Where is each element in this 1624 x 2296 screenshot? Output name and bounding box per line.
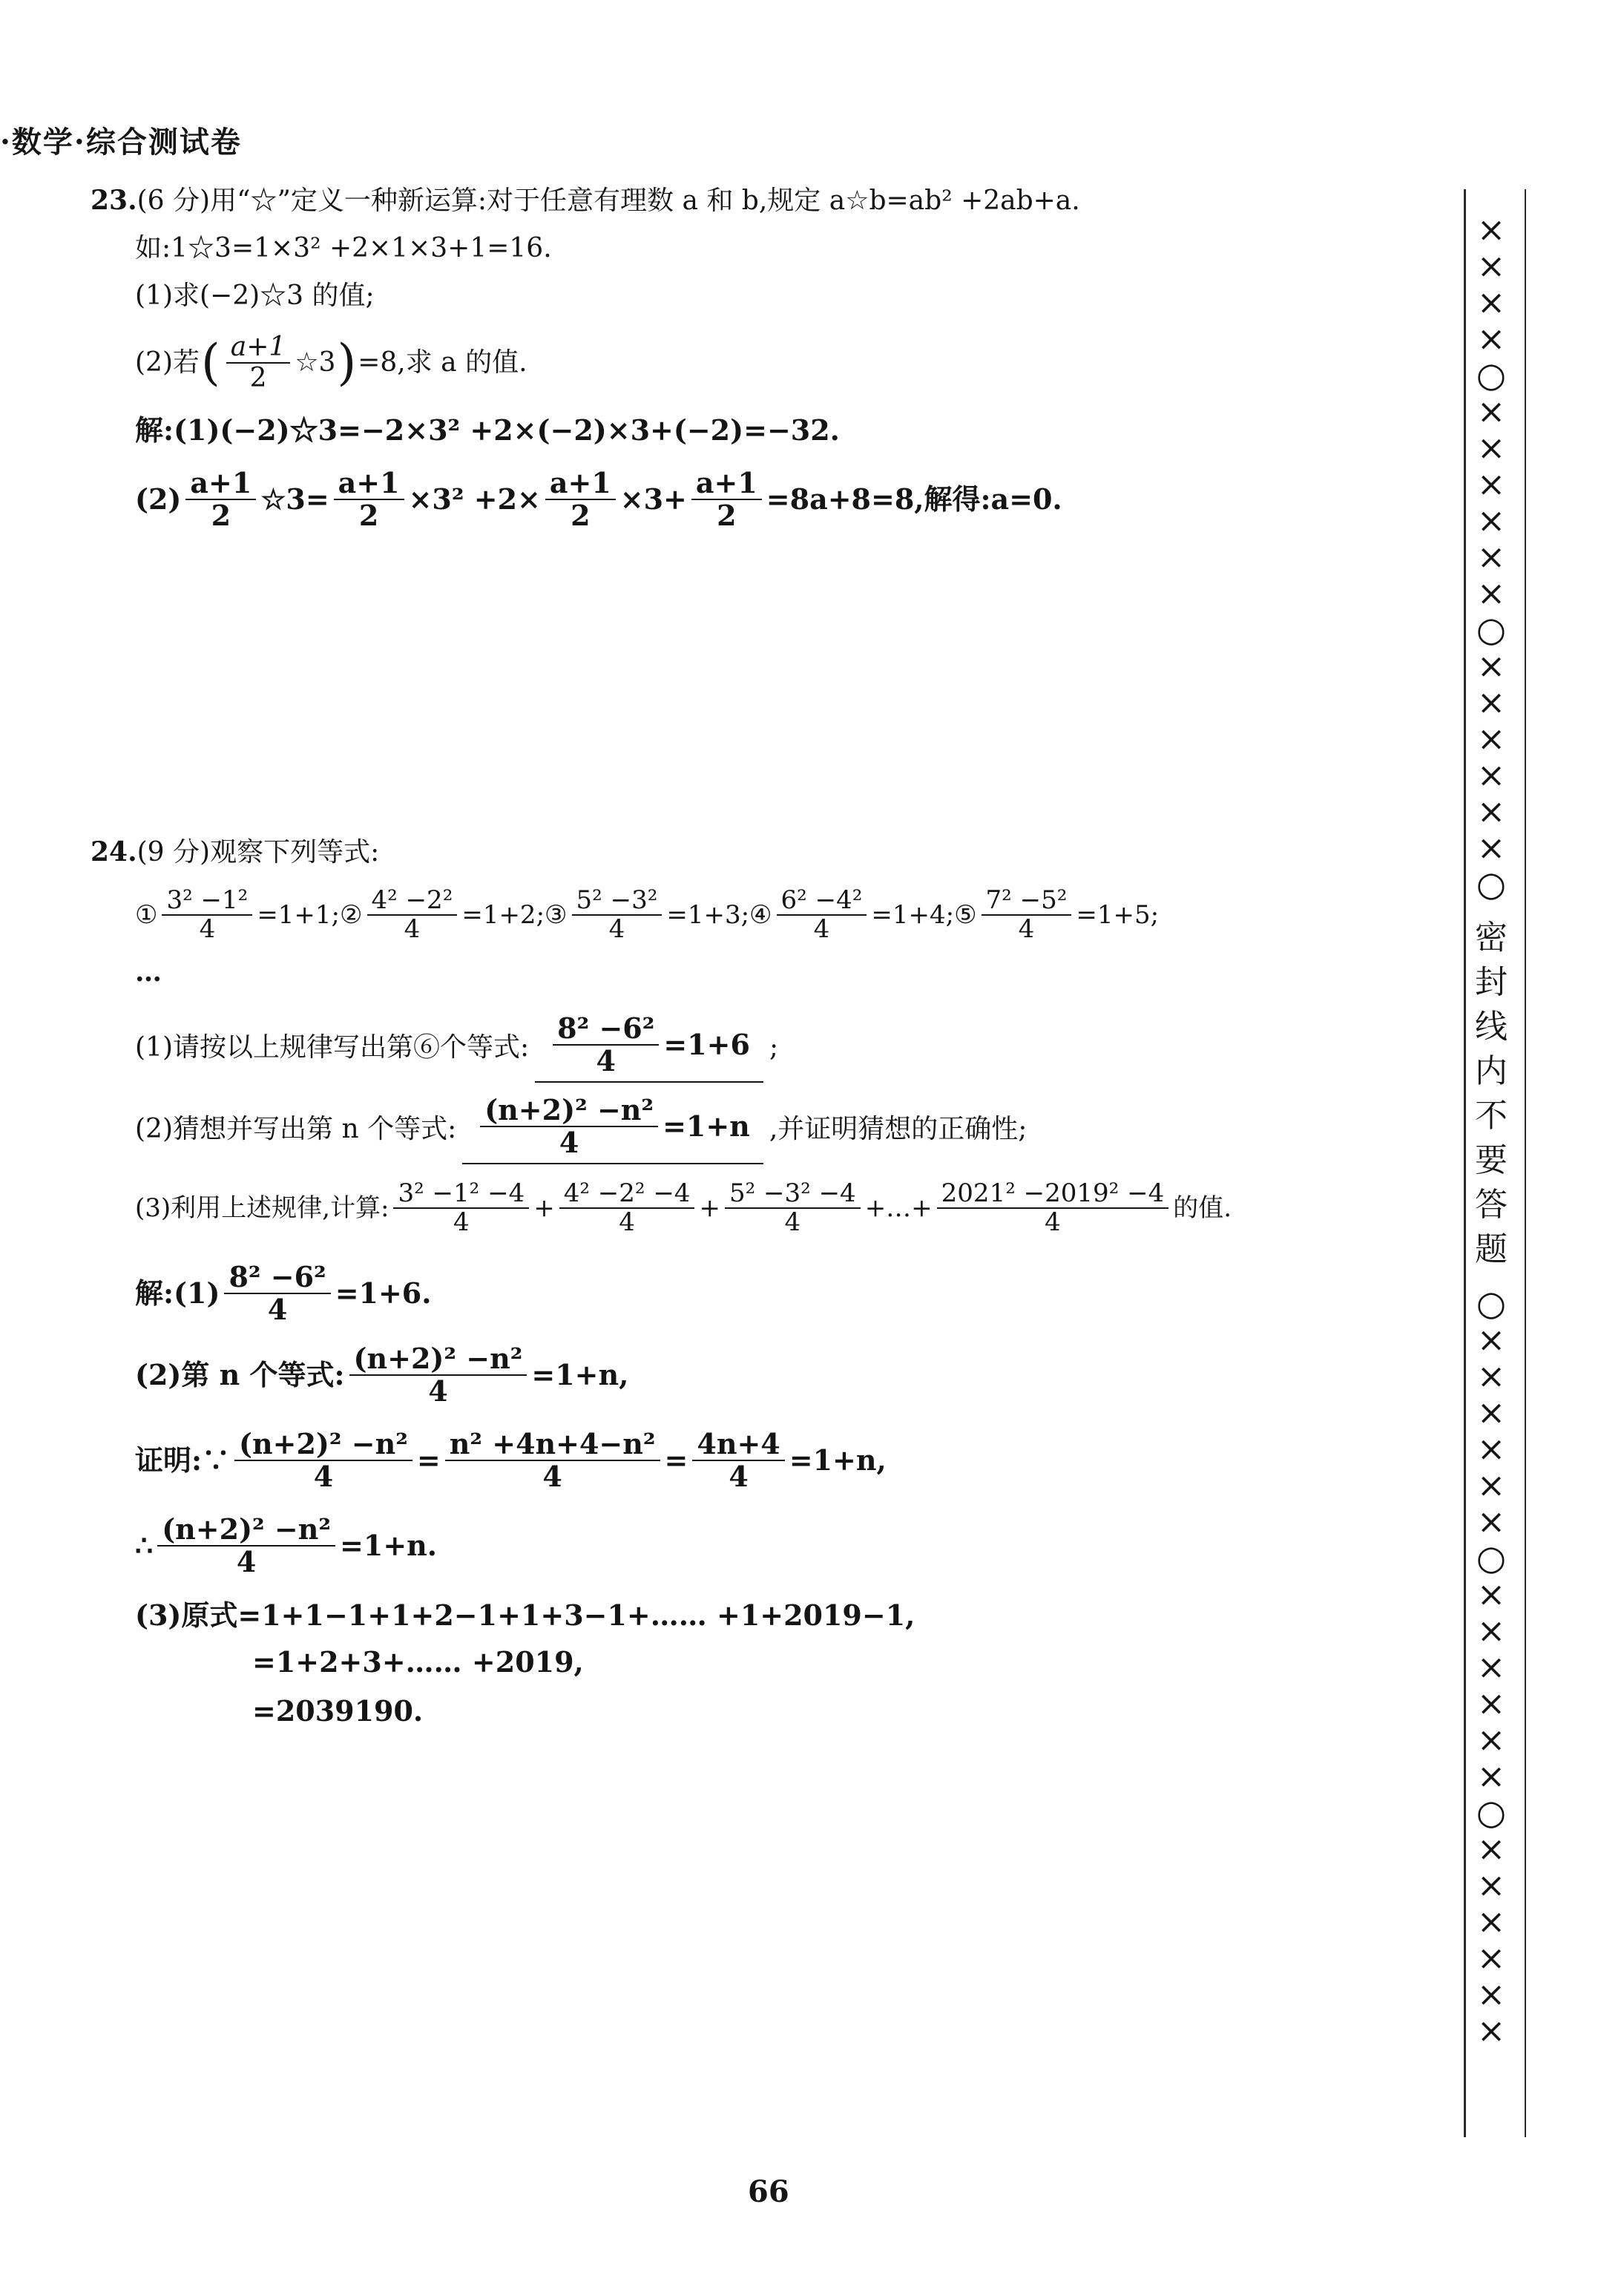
fraction-denominator: 4 <box>267 1292 288 1326</box>
q23-solution2 <box>135 468 1062 531</box>
fraction-numerator: 2021² −2019² −4 <box>937 1180 1169 1209</box>
fraction-numerator: 5² −3² −4 <box>725 1180 861 1209</box>
q24-number: 24. <box>91 836 137 867</box>
part1-rhs: =1+6 <box>663 1027 750 1061</box>
fraction-numerator: 6² −4² <box>777 887 867 916</box>
fraction <box>480 1095 658 1158</box>
fraction <box>725 1180 861 1237</box>
fraction <box>692 1429 784 1492</box>
eq-rhs: =1+5; <box>1076 899 1160 930</box>
q23-part2-post: =8,求 a 的值. <box>358 347 527 378</box>
fraction-denominator: 4 <box>729 1459 749 1493</box>
fraction <box>445 1429 660 1492</box>
fraction <box>157 1514 335 1578</box>
sol2-part-a: ☆3= <box>260 482 329 516</box>
plus-ellipsis: +…+ <box>864 1193 933 1223</box>
eq-mark: ② <box>340 899 363 930</box>
part2-text: (2)猜想并写出第 n 个等式: <box>135 1114 457 1145</box>
q23-part2 <box>135 332 527 393</box>
fraction-denominator: 4 <box>542 1459 562 1493</box>
proof-label: 证明:∵ <box>135 1443 231 1477</box>
fraction <box>553 1013 659 1077</box>
fraction-denominator: 4 <box>1018 914 1035 945</box>
seal-marks-top: ××××○××××××○××××××○ <box>1476 209 1507 904</box>
therefore-symbol: ∴ <box>135 1528 154 1562</box>
fraction-denominator: 4 <box>199 914 216 945</box>
sol2-label: (2)第 n 个等式: <box>135 1357 345 1391</box>
fraction <box>559 1180 695 1237</box>
q24-solution1 <box>135 1262 431 1325</box>
proof-rhs: =1+n, <box>789 1443 887 1477</box>
fraction <box>185 468 256 531</box>
sol2-rhs: =1+n, <box>531 1357 629 1391</box>
q24-part2 <box>135 1095 1027 1164</box>
part2-end: ,并证明猜想的正确性; <box>769 1114 1028 1145</box>
fraction <box>226 332 291 393</box>
q24-solution2 <box>135 1343 628 1407</box>
fraction-numerator: (n+2)² −n² <box>349 1343 527 1376</box>
eq-rhs: =1+3; <box>666 899 750 930</box>
q23-stem: (6 分)用“☆”定义一种新运算:对于任意有理数 a 和 b,规定 a☆b=ab² +2ab+a. <box>137 186 1080 216</box>
sol2-label: (2) <box>135 482 182 516</box>
q24-part1 <box>135 1013 778 1083</box>
page-number: 66 <box>748 2174 789 2209</box>
fraction <box>367 887 458 944</box>
fraction-numerator: (n+2)² −n² <box>234 1429 412 1461</box>
sol2-part-c: ×3+ <box>619 482 687 516</box>
fraction-numerator: 7² −5² <box>982 887 1072 916</box>
eq-mark: ③ <box>545 899 568 930</box>
eq-rhs: =1+1; <box>257 899 341 930</box>
eq-rhs: =1+2; <box>461 899 545 930</box>
fraction-numerator: 3² −1² −4 <box>393 1180 529 1209</box>
fraction <box>982 887 1072 944</box>
fraction <box>777 887 867 944</box>
q23-part2-star: ☆3 <box>295 347 336 378</box>
fraction-denominator: 4 <box>813 914 830 945</box>
fraction-denominator: 4 <box>428 1374 448 1408</box>
fraction-denominator: 4 <box>559 1125 579 1159</box>
fraction-denominator: 2 <box>211 498 231 532</box>
fraction-denominator: 4 <box>236 1544 257 1578</box>
q24-intro: (9 分)观察下列等式: <box>137 837 380 867</box>
fraction-numerator: a+1 <box>185 468 256 500</box>
fraction-numerator: a+1 <box>226 332 291 364</box>
q24-therefore <box>135 1514 437 1578</box>
fraction <box>234 1429 412 1492</box>
fraction-numerator: (n+2)² −n² <box>157 1514 335 1546</box>
equals-sign: = <box>416 1443 441 1477</box>
fraction-numerator: a+1 <box>545 468 616 500</box>
q23-part1: (1)求(−2)☆3 的值; <box>135 281 375 311</box>
q24-proof <box>135 1429 887 1492</box>
fraction-denominator: 4 <box>404 914 421 945</box>
fraction-denominator: 4 <box>596 1043 616 1078</box>
q23-line1 <box>91 186 1080 216</box>
fraction-numerator: 4n+4 <box>692 1429 784 1461</box>
seal-margin <box>1465 211 1517 2049</box>
part3-end: 的值. <box>1173 1193 1232 1223</box>
fraction <box>545 468 616 531</box>
q24-equations <box>135 887 1159 944</box>
fraction <box>224 1262 330 1325</box>
answer-blank-2 <box>462 1095 763 1164</box>
fraction-denominator: 4 <box>619 1207 635 1238</box>
fraction-numerator: a+1 <box>691 468 762 500</box>
q23-example: 如:1☆3=1×3² +2×1×3+1=16. <box>135 233 552 263</box>
seal-warning: 密封线内不要答题 <box>1475 919 1508 1268</box>
fraction-numerator: 8² −6² <box>553 1013 659 1046</box>
q24-solution3-line2: =1+2+3+…… +2019, <box>252 1645 584 1679</box>
fraction-denominator: 2 <box>571 498 591 532</box>
q24-solution3-line1: (3)原式=1+1−1+1+2−1+1+3−1+…… +1+2019−1, <box>135 1598 915 1632</box>
q23-part2-pre: (2)若 <box>135 347 200 378</box>
page-header: ·数学·综合测试卷 <box>0 125 242 160</box>
fraction-denominator: 4 <box>784 1207 801 1238</box>
sol1-rhs: =1+6. <box>335 1276 432 1310</box>
fraction-numerator: 8² −6² <box>224 1262 330 1294</box>
fraction <box>393 1180 529 1237</box>
fraction-denominator: 4 <box>453 1207 470 1238</box>
eq-mark: ⑤ <box>954 899 977 930</box>
q24-part3 <box>135 1180 1232 1237</box>
therefore-rhs: =1+n. <box>340 1528 438 1562</box>
part3-text: (3)利用上述规律,计算: <box>135 1193 389 1223</box>
right-paren: ) <box>337 333 357 391</box>
plus-sign: + <box>699 1193 720 1223</box>
fraction-numerator: 4² −2² −4 <box>559 1180 695 1209</box>
part1-end: ; <box>769 1032 779 1063</box>
eq-rhs: =1+4; <box>871 899 955 930</box>
q23-number: 23. <box>91 185 137 216</box>
q24-ellipsis: … <box>135 957 162 988</box>
fraction-denominator: 4 <box>313 1459 334 1493</box>
fraction-denominator: 2 <box>717 498 737 532</box>
eq-mark: ① <box>135 899 158 930</box>
fraction-numerator: a+1 <box>334 468 404 500</box>
plus-sign: + <box>533 1193 555 1223</box>
fraction-numerator: (n+2)² −n² <box>480 1095 658 1127</box>
fraction <box>937 1180 1169 1237</box>
eq-mark: ④ <box>749 899 772 930</box>
seal-line-outer <box>1525 189 1526 2137</box>
fraction-numerator: 5² −3² <box>572 887 663 916</box>
left-paren: ( <box>201 333 220 391</box>
q24-intro-line <box>91 837 379 867</box>
fraction-denominator: 4 <box>1045 1207 1061 1238</box>
q23-solution1: 解:(1)(−2)☆3=−2×3² +2×(−2)×3+(−2)=−32. <box>135 413 840 447</box>
fraction-denominator: 2 <box>358 498 379 532</box>
sol2-part-b: ×3² +2× <box>408 482 541 516</box>
fraction-numerator: 4² −2² <box>367 887 458 916</box>
part2-rhs: =1+n <box>663 1109 750 1143</box>
fraction-numerator: n² +4n+4−n² <box>445 1429 660 1461</box>
fraction-numerator: 3² −1² <box>162 887 252 916</box>
fraction <box>162 887 252 944</box>
fraction-denominator: 2 <box>249 362 267 393</box>
fraction <box>691 468 762 531</box>
part1-text: (1)请按以上规律写出第⑥个等式: <box>135 1032 530 1063</box>
sol2-part-d: =8a+8=8,解得:a=0. <box>766 482 1062 516</box>
answer-blank-1 <box>535 1013 763 1083</box>
fraction <box>572 887 663 944</box>
equals-sign: = <box>664 1443 688 1477</box>
fraction <box>334 468 404 531</box>
fraction-denominator: 4 <box>608 914 625 945</box>
q24-solution3-line3: =2039190. <box>252 1694 424 1728</box>
sol1-label: 解:(1) <box>135 1276 220 1310</box>
seal-marks-bottom: ○××××××○××××××○×××××× <box>1476 1283 1507 2050</box>
fraction <box>349 1343 527 1407</box>
